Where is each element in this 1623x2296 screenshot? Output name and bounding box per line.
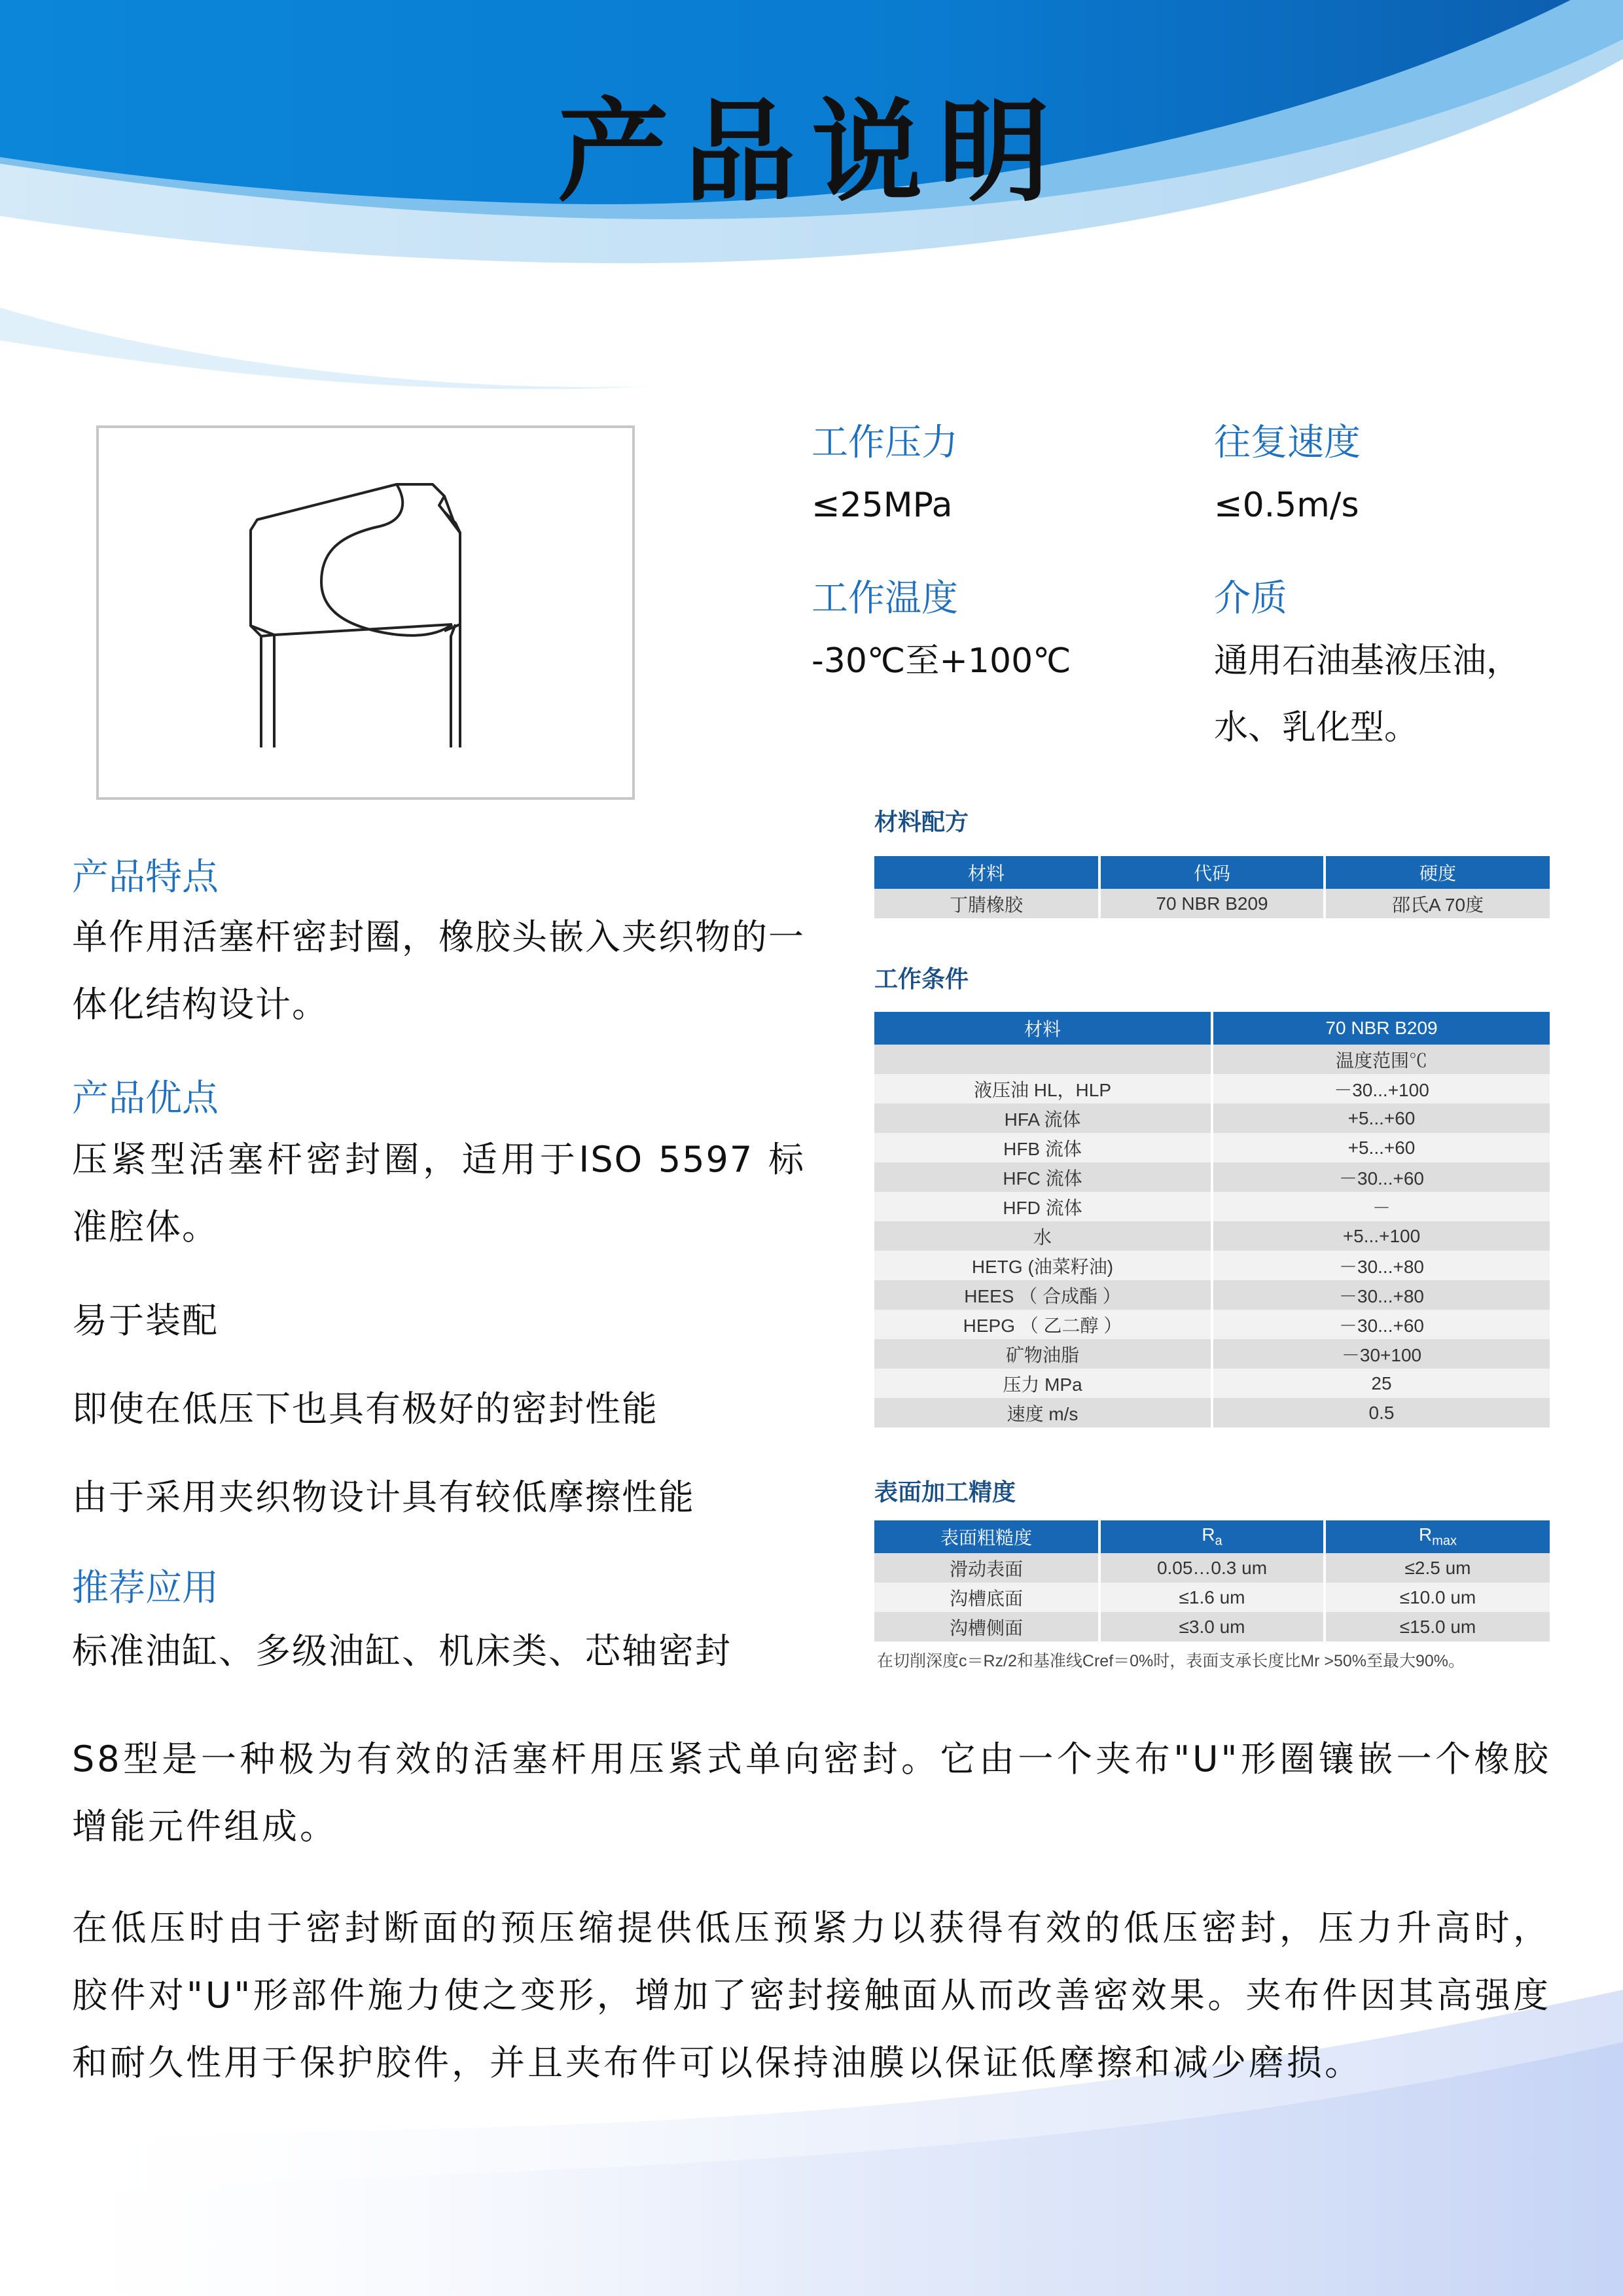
table-cell: 矿物油脂 [874, 1339, 1212, 1369]
rmax-symbol: R [1418, 1524, 1433, 1545]
table-header: 70 NBR B209 [1212, 1012, 1550, 1045]
table-cell [874, 1045, 1212, 1074]
seal-diagram-frame [96, 425, 635, 800]
pressure-label: 工作压力 [812, 422, 958, 464]
table-cell: －30...+100 [1212, 1074, 1550, 1103]
conditions-table-title: 工作条件 [874, 966, 969, 993]
table-cell: 液压油 HL，HLP [874, 1074, 1212, 1103]
pressure-value: ≤25MPa [812, 486, 953, 525]
table-cell: 0.05…0.3 um [1099, 1553, 1325, 1583]
table-header [1099, 1520, 1325, 1553]
table-cell: HFC 流体 [874, 1162, 1212, 1192]
speed-value: ≤0.5m/s [1214, 486, 1359, 525]
medium-value-line2: 水、乳化型。 [1214, 708, 1419, 747]
table-cell: 速度 m/s [874, 1398, 1212, 1427]
features-heading: 产品特点 [72, 856, 219, 899]
surface-table [874, 1520, 1550, 1641]
table-row [874, 1339, 1550, 1369]
table-header: 表面粗糙度 [874, 1520, 1099, 1553]
table-row [874, 1369, 1550, 1398]
table-cell: 0.5 [1212, 1398, 1550, 1427]
material-table-title: 材料配方 [874, 809, 969, 836]
table-cell: 25 [1212, 1369, 1550, 1398]
table-cell: +5...+100 [1212, 1221, 1550, 1251]
table-cell: ≤10.0 um [1325, 1583, 1550, 1612]
temperature-value: -30℃至+100℃ [812, 641, 1071, 681]
rmax-subscript: max [1432, 1534, 1457, 1549]
table-cell: 70 NBR B209 [1099, 889, 1325, 918]
table-cell: ≤1.6 um [1099, 1583, 1325, 1612]
table-row [874, 1192, 1550, 1221]
table-cell: 压力 MPa [874, 1369, 1212, 1398]
table-subheader: 温度范围℃ [1212, 1045, 1550, 1074]
table-row [874, 1162, 1550, 1192]
table-cell: 邵氏A 70度 [1325, 889, 1550, 918]
features-text: 单作用活塞杆密封圈，橡胶头嵌入夹织物的一体化结构设计。 [72, 916, 805, 1025]
table-row [874, 1103, 1550, 1133]
table-cell: HFD 流体 [874, 1192, 1212, 1221]
advantages-heading: 产品优点 [72, 1077, 219, 1120]
table-row [874, 1133, 1550, 1162]
table-row [874, 1553, 1550, 1583]
table-header: 材料 [874, 856, 1099, 889]
table-row [874, 1280, 1550, 1310]
temperature-label: 工作温度 [812, 577, 958, 620]
table-cell: HFB 流体 [874, 1133, 1212, 1162]
table-row [874, 1583, 1550, 1612]
table-cell: －30+100 [1212, 1339, 1550, 1369]
table-cell: 丁腈橡胶 [874, 889, 1099, 918]
medium-label: 介质 [1214, 577, 1287, 620]
seal-cross-section-diagram [99, 428, 632, 797]
page-title: 产品说明 [557, 88, 1065, 217]
table-row [874, 1612, 1550, 1641]
conditions-table [874, 1012, 1550, 1427]
ra-subscript: a [1215, 1534, 1222, 1549]
table-cell: －30...+60 [1212, 1162, 1550, 1192]
advantage-item: 由于采用夹织物设计具有较低摩擦性能 [72, 1477, 695, 1518]
table-cell: －30...+80 [1212, 1251, 1550, 1280]
table-cell: － [1212, 1192, 1550, 1221]
table-header: 代码 [1099, 856, 1325, 889]
table-cell: 沟槽底面 [874, 1583, 1099, 1612]
table-cell: 沟槽侧面 [874, 1612, 1099, 1641]
table-cell: －30...+60 [1212, 1310, 1550, 1339]
table-cell: ≤3.0 um [1099, 1612, 1325, 1641]
table-cell: HEES （ 合成酯 ） [874, 1280, 1212, 1310]
table-cell: 滑动表面 [874, 1553, 1099, 1583]
applications-heading: 推荐应用 [72, 1567, 219, 1609]
speed-label: 往复速度 [1214, 422, 1361, 464]
table-row [874, 1310, 1550, 1339]
advantage-item: 易于装配 [72, 1300, 219, 1341]
table-cell: +5...+60 [1212, 1103, 1550, 1133]
table-row [874, 1074, 1550, 1103]
applications-text: 标准油缸、多级油缸、机床类、芯轴密封 [72, 1630, 732, 1672]
table-cell: ≤2.5 um [1325, 1553, 1550, 1583]
table-row [874, 1251, 1550, 1280]
table-row [874, 889, 1550, 918]
table-cell: －30...+80 [1212, 1280, 1550, 1310]
table-cell: +5...+60 [1212, 1133, 1550, 1162]
material-table [874, 856, 1550, 918]
table-row [874, 1045, 1550, 1074]
description-paragraph-2: 在低压时由于密封断面的预压缩提供低压预紧力以获得有效的低压密封，压力升高时，胶件对"U"形部件施力使之变形，增加了密封接触面从而改善密效果。夹布件因其高强度和耐久性用于保护胶件，并且夹布件可以保持油膜以保证低摩擦和减少磨损。 [72, 1907, 1551, 2083]
table-row [874, 1398, 1550, 1427]
table-cell: ≤15.0 um [1325, 1612, 1550, 1641]
table-header [1325, 1520, 1550, 1553]
advantage-item: 即使在低压下也具有极好的密封性能 [72, 1388, 658, 1429]
table-cell: 水 [874, 1221, 1212, 1251]
ra-symbol: R [1202, 1524, 1215, 1545]
surface-table-note: 在切削深度c＝Rz/2和基准线Cref＝0%时，表面支承长度比Mr >50%至最大90%。 [877, 1652, 1465, 1670]
table-header: 硬度 [1325, 856, 1550, 889]
table-cell: HFA 流体 [874, 1103, 1212, 1133]
medium-value-line1: 通用石油基液压油， [1214, 641, 1521, 681]
table-cell: HETG (油菜籽油) [874, 1251, 1212, 1280]
advantage-item: 压紧型活塞杆密封圈，适用于ISO 5597 标准腔体。 [72, 1139, 805, 1247]
table-header: 材料 [874, 1012, 1212, 1045]
table-cell: HEPG （ 乙二醇 ） [874, 1310, 1212, 1339]
description-paragraph-1: S8型是一种极为有效的活塞杆用压紧式单向密封。它由一个夹布"U"形圈镶嵌一个橡胶增能元件组成。 [72, 1738, 1551, 1847]
surface-table-title: 表面加工精度 [874, 1479, 1016, 1506]
table-row [874, 1221, 1550, 1251]
